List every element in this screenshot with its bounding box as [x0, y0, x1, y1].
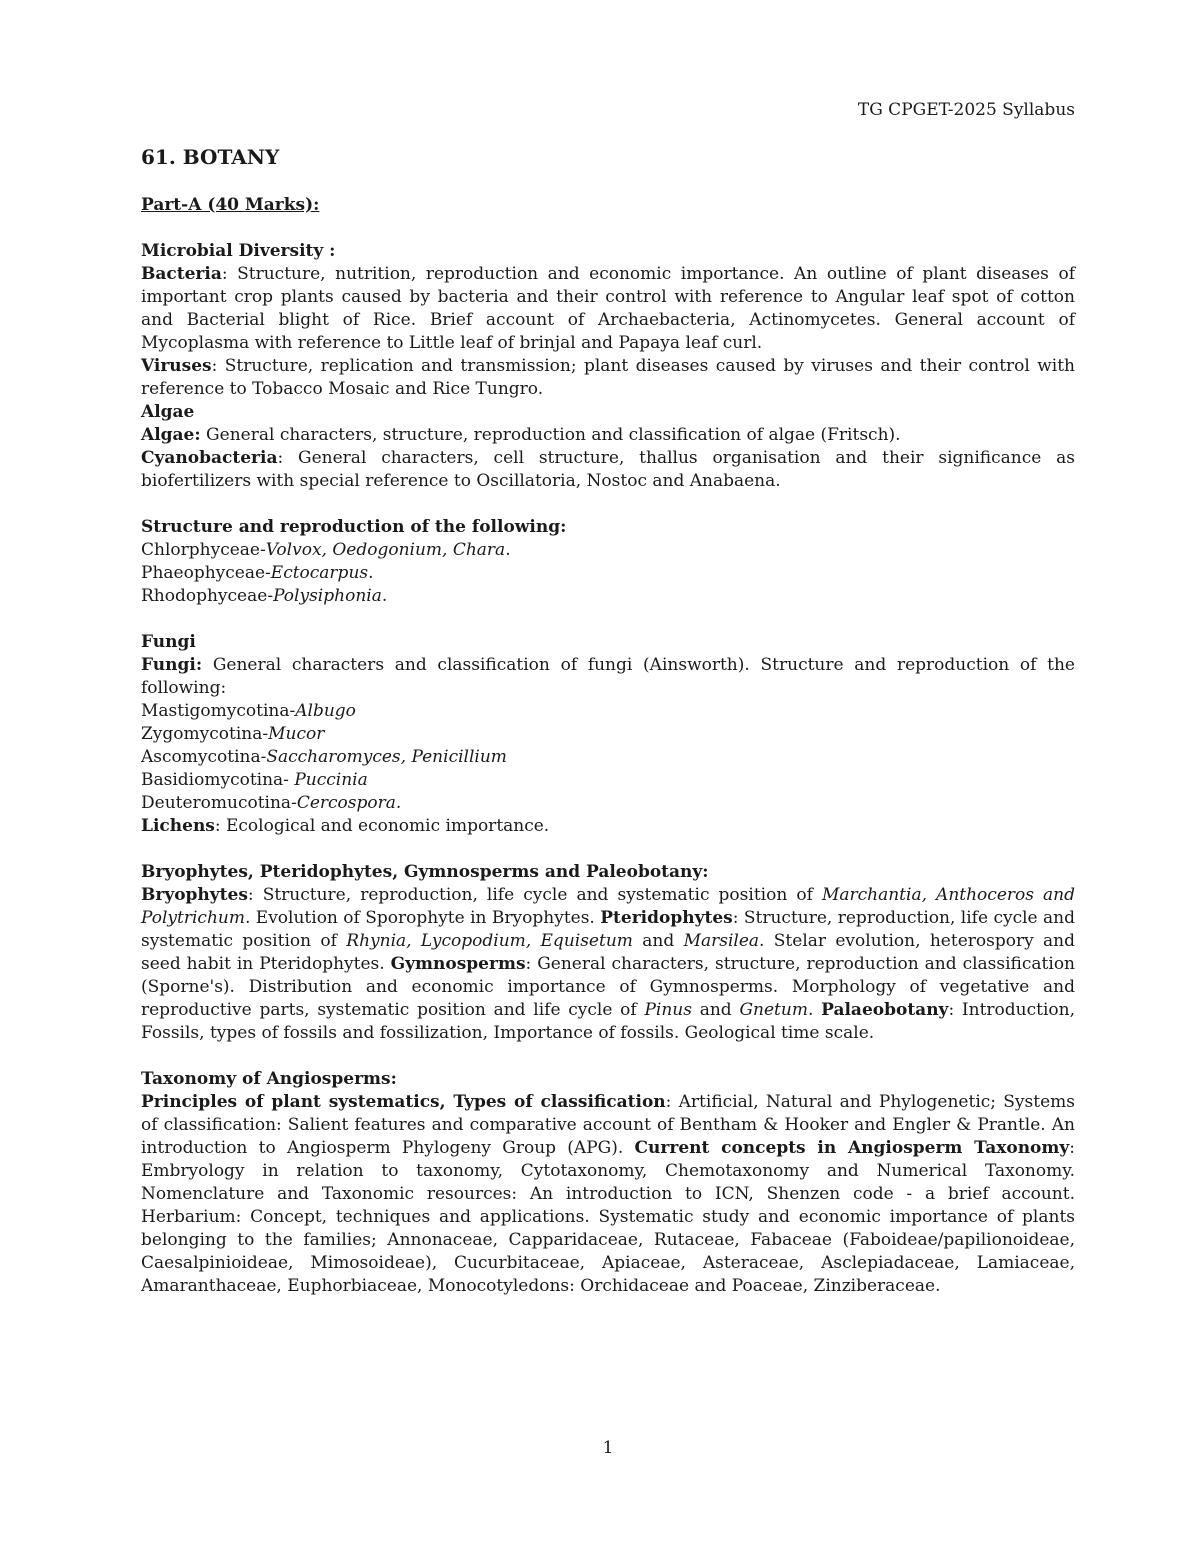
ascomycotina-label: Ascomycotina- — [141, 747, 267, 767]
gymnosperms-period: . — [807, 1000, 822, 1020]
bacteria-text: : Structure, nutrition, reproduction and economic importance. An outline of plant diseases of important crop plants caused by bacteria and their control with reference to Angular leaf spot of cotton and Bacterial blight of Rice. Brief account of Archaebacteria, Actinomycetes. General account of Mycoplasma with reference to Little leaf of brinjal and Papaya leaf curl. — [141, 264, 1075, 353]
deuteromycotina-taxa: Cercospora. — [296, 793, 402, 813]
page-title: 61. BOTANY — [141, 145, 280, 169]
mastigomycotina-line — [141, 700, 1075, 723]
rhodophyceae-period: . — [381, 586, 388, 606]
palaeobotany-text: : Introduction, Fossils, types of fossils and fossilization, Importance of fossils. Geological time scale. — [141, 1000, 1075, 1043]
chlorophyceae-label: Chlorphyceae- — [141, 540, 266, 560]
chlorophyceae-period: . — [505, 540, 511, 560]
pteridophytes-taxa: Rhynia, Lycopodium, Equisetum — [346, 931, 633, 951]
mastigomycotina-label: Mastigomycotina- — [141, 701, 296, 721]
zygomycotina-line — [141, 723, 1075, 746]
zygomycotina-taxa: Mucor — [268, 724, 325, 744]
basidiomycotina-line — [141, 769, 1075, 792]
phaeophyceae-line — [141, 562, 1075, 585]
phaeophyceae-taxa: Ectocarpus — [270, 563, 369, 583]
microbial-diversity-heading: Microbial Diversity : — [141, 241, 336, 261]
taxonomy-heading: Taxonomy of Angiosperms: — [141, 1069, 397, 1089]
pteridophytes-term: Pteridophytes — [600, 908, 733, 928]
page-number: 1 — [602, 1438, 614, 1458]
mastigomycotina-taxa: Albugo — [295, 701, 356, 721]
pteridophytes-taxa-2: Marsilea — [683, 931, 760, 951]
algae-term: Algae: — [141, 425, 201, 445]
phaeophyceae-label: Phaeophyceae- — [141, 563, 271, 583]
algae-heading: Algae — [141, 402, 195, 422]
taxonomy-paragraph — [141, 1091, 1075, 1298]
bryophytes-taxa: Marchantia, Anthoceros and Polytrichum — [141, 885, 1075, 928]
gymnosperms-and: and — [691, 1000, 740, 1020]
structure-reproduction-heading: Structure and reproduction of the following: — [141, 517, 567, 537]
rhodophyceae-line — [141, 585, 1075, 608]
bryophytes-term: Bryophytes — [141, 885, 248, 905]
gymnosperms-text: : General characters, structure, reproduction and classification (Sporne's). Distribution and economic importance of Gymnosperms. Morphology of vegetative and reproductive parts, systematic position and life cycle of — [141, 954, 1075, 1020]
gymnosperms-taxa-1: Pinus — [644, 1000, 692, 1020]
rhodophyceae-taxa: Polysiphonia — [273, 586, 382, 606]
ascomycotina-line — [141, 746, 1075, 769]
deuteromycotina-label: Deuteromucotina- — [141, 793, 297, 813]
lichens-term: Lichens — [141, 816, 215, 836]
bryophytes-section-heading: Bryophytes, Pteridophytes, Gymnosperms and Paleobotany: — [141, 862, 709, 882]
pteridophytes-and: and — [632, 931, 684, 951]
bacteria-term: Bacteria — [141, 264, 222, 284]
palaeobotany-term: Palaeobotany — [821, 1000, 949, 1020]
gymnosperms-term: Gymnosperms — [390, 954, 526, 974]
principles-text: : Artificial, Natural and Phylogenetic; Systems of classification: Salient features and comparative account of Bentham & Hooker and Engler & Prantle. An introduction to Angiosperm Phylogeny Group (APG). — [141, 1092, 1075, 1158]
pteridophytes-text-2: . Stelar evolution, heterospory and seed habit in Pteridophytes. — [141, 931, 1075, 974]
principles-term: Principles of plant systematics, Types of classification — [141, 1092, 666, 1112]
basidiomycotina-label: Basidiomycotina- — [141, 770, 295, 790]
part-a-heading: Part-A (40 Marks): — [141, 195, 320, 215]
fungi-heading: Fungi — [141, 632, 196, 652]
chlorophyceae-line — [141, 539, 1075, 562]
zygomycotina-label: Zygomycotina- — [141, 724, 269, 744]
fungi-paragraph — [141, 654, 1075, 700]
viruses-paragraph — [141, 355, 1075, 401]
chlorophyceae-taxa: Volvox, Oedogonium, Chara — [265, 540, 506, 560]
viruses-text: : Structure, replication and transmission; plant diseases caused by viruses and their control with reference to Tobacco Mosaic and Rice Tungro. — [141, 356, 1075, 399]
ascomycotina-taxa: Saccharomyces, Penicillium — [266, 747, 507, 767]
cyanobacteria-text: : General characters, cell structure, thallus organisation and their significance as biofertilizers with special reference to Oscillatoria, Nostoc and Anabaena. — [141, 448, 1075, 491]
deuteromycotina-line — [141, 792, 1075, 815]
cyanobacteria-paragraph — [141, 447, 1075, 493]
algae-text: General characters, structure, reproduction and classification of algae (Fritsch). — [200, 425, 901, 445]
lichens-paragraph — [141, 815, 1075, 838]
rhodophyceae-label: Rhodophyceae- — [141, 586, 274, 606]
bryophytes-paragraph — [141, 884, 1075, 1045]
fungi-term: Fungi: — [141, 655, 203, 675]
lichens-text: : Ecological and economic importance. — [214, 816, 550, 836]
running-header: TG CPGET-2025 Syllabus — [857, 100, 1075, 120]
document-page — [141, 0, 1075, 1553]
gymnosperms-taxa-2: Gnetum — [739, 1000, 808, 1020]
cyanobacteria-term: Cyanobacteria — [141, 448, 278, 468]
current-concepts-term: Current concepts in Angiosperm Taxonomy — [634, 1138, 1070, 1158]
viruses-term: Viruses — [141, 356, 212, 376]
current-concepts-text: : Embryology in relation to taxonomy, Cytotaxonomy, Chemotaxonomy and Numerical Taxonomy. Nomenclature and Taxonomic resources: An introduction to ICN, Shenzen code - a brief account. Herbarium: Concept, techniques and applications. Systematic study and economic importance of plants belonging to the families; Annonaceae, Capparidaceae, Rutaceae, Fabaceae (Faboideae/papilionoideae, Caesalpinioideae, Mimosoideae), Cucurbitaceae, Apiaceae, Asteraceae, Asclepiadaceae, Lamiaceae, Amaranthaceae, Euphorbiaceae, Monocotyledons: Orchidaceae and Poaceae, Zinziberaceae. — [141, 1138, 1075, 1296]
bryophytes-text-2: . Evolution of Sporophyte in Bryophytes. — [244, 908, 601, 928]
basidiomycotina-taxa: Puccinia — [294, 770, 368, 790]
pteridophytes-text-1: : Structure, reproduction, life cycle and systematic position of — [141, 908, 1075, 951]
bryophytes-text-1: : Structure, reproduction, life cycle and systematic position of — [247, 885, 822, 905]
phaeophyceae-period: . — [368, 563, 374, 583]
syllabus-content — [141, 194, 1075, 1298]
fungi-text: General characters and classification of fungi (Ainsworth). Structure and reproduction of the following: — [141, 655, 1075, 698]
bacteria-paragraph — [141, 263, 1075, 355]
algae-paragraph — [141, 424, 1075, 447]
